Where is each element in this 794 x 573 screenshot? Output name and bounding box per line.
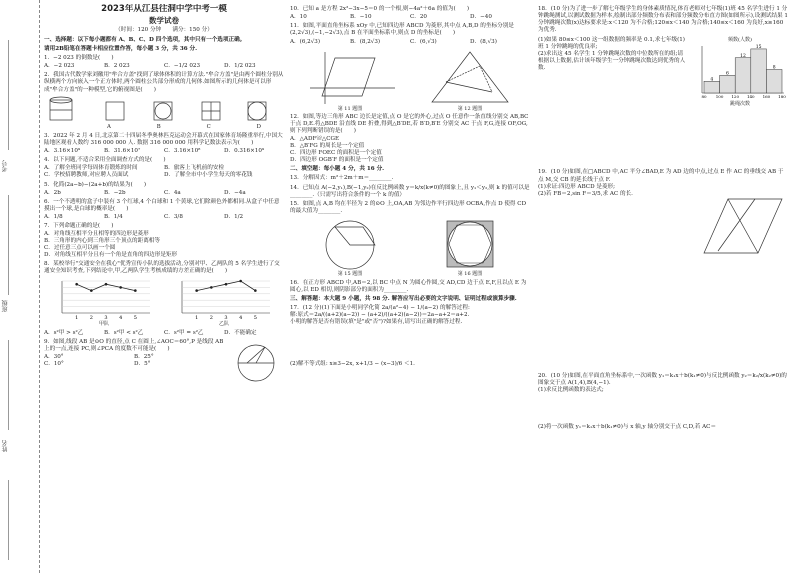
team-a-tick-label: 5 [133, 315, 137, 322]
section-1-heading: 一、选择题：以下每小题都有 A、B、C、D 四个选项，其中只有一个选项正确。 [44, 36, 246, 43]
q5-option-a: A．2b [44, 189, 61, 196]
q2-label-d: D [256, 123, 261, 130]
histogram-bar [766, 70, 782, 94]
exam-subtitle: 数学试卷 [149, 15, 179, 25]
histogram-title: 频数(人数) [728, 36, 752, 43]
question-2 [44, 72, 284, 130]
histogram-tick-label: 120 [731, 94, 740, 100]
q8-option-d: D．不能确定 [224, 329, 257, 336]
q4-option-c: C．学校招聘教师,对应聘人员面试 [44, 172, 129, 179]
team-a-chart-caption: 甲队 [98, 321, 109, 328]
team-b-point [254, 290, 257, 293]
q7-option-b: B．三角形的内心到三角形三个顶点的距离相等 [44, 237, 160, 244]
exam-title: 2023年从江县往洞中学中考一模 [101, 4, 227, 14]
section-1-note: 请用2B铅笔在答题卡相应位置作答，每小题 3 分，共 36 分. [44, 45, 198, 52]
q19-part-2: (2)若 FB＝2,sin F＝3/5,求 AC 的长. [538, 190, 633, 197]
q1-option-b: B．2 023 [104, 63, 130, 70]
q16-caption: 第 16 题图 [457, 271, 483, 278]
q18-part-1: (1)如果 80≤x＜100 这一组数据的频率是 0.1,求七年级(1)班 1 分钟跳绳的优良率; [538, 36, 685, 50]
q3-option-a: A．3.16×10⁹ [44, 147, 81, 154]
question-5 [44, 182, 284, 197]
team-a-tick-label: 4 [119, 315, 123, 322]
q4-option-a: A．了解全班同学每周体育锻炼的时间 [44, 165, 138, 172]
q4-option-d: D．了解全市中小学生每天的零花钱 [164, 172, 253, 179]
class-label: 班级 [2, 300, 9, 312]
q10-option-b: B．−10 [350, 14, 372, 21]
q15-caption: 第 15 题图 [337, 271, 363, 278]
q7-option-a: A．对角线互相平分且相等的四边形是菱形 [44, 230, 149, 237]
q9-option-c: C．10° [44, 361, 64, 368]
team-a-point [105, 283, 108, 286]
q9-option-a: A．30° [44, 354, 64, 361]
q18-stem: 18．(10 分)为了进一步了解七年级学生的身体素质情况,体育老师对七年级(1)班 45 名学生进行 1 分钟跳绳测试,以测试数据为样本,绘制出部分频数分布表和部分频数分布直方图(如图所示),设测试结果 1 分钟跳绳次数(x)达标要求是:x＜120 为不合格;120≤x＜140 为合格;140≤x＜160 为良好,x≥160 为优秀. [538, 6, 788, 34]
histogram-tick-label: 100 [715, 94, 724, 100]
q1-option-a: A．−2 023 [44, 63, 75, 70]
histogram-bar-label: 15 [755, 44, 762, 50]
q18-part-2: (2)求出这 45 名学生 1 分钟跳绳次数的中位数所在的组;请根据以上数据,估计该年级学生一分钟跳绳次数达到优秀的人数. [538, 50, 686, 72]
q8-stem: 8．某校举行"交通安全在我心"优秀宣传小队的选拔活动,分别对甲、乙两队的 5 名学生进行了交通安全知识考查,下列结论中,甲,乙两队学生考核成绩的方差正确的是( ) [44, 261, 280, 275]
team-b-point [225, 283, 228, 286]
column-3 [538, 4, 788, 570]
q2-stem: 2．我国古代数学家刘徽用"牟合方盖"找到了球体体积的计算方法."牟合方盖"是由两个圆柱分别从纵横两个方向嵌入一个正方体时,两个圆柱公共部分形成的几何体.如图所示的几何体是可以形成"牟合方盖"的一种模型,它的俯视图是( ) [44, 72, 284, 93]
team-b-line-chart [170, 277, 278, 321]
q20-part-2: (2)将一次函数 y₁＝k₁x＋b(k₁≠0)与 x 轴,y 轴分别交于点 C,D,若 AC＝ [538, 424, 717, 431]
q1-option-d: D．1/2 023 [224, 63, 256, 70]
q5-stem: 5．化简(2a−b)−(2a+b)的结果为( ) [44, 181, 147, 188]
histogram-bar-label: 4 [710, 77, 714, 83]
q6-option-b: B．1/4 [104, 214, 123, 221]
q11-option-b: B．(8,2√3) [350, 38, 381, 45]
histogram-bar [735, 58, 751, 93]
q9-circle-figure [228, 339, 284, 383]
histogram-chart [692, 43, 788, 101]
question-10 [290, 6, 530, 21]
q10-option-a: A．10 [290, 14, 307, 21]
question-4 [44, 157, 284, 179]
question-20 [538, 373, 788, 432]
q3-option-d: D．0.316×10⁹ [224, 147, 265, 154]
q15-circle-figure [315, 217, 385, 271]
team-b-point [195, 290, 198, 293]
histogram-tick-label: 160 [762, 94, 771, 100]
q9-stem: 9．如图,线段 AB 是⊙O 的直径,点 C 在圆上,∠AOC＝60°,P 是线段 AB 上的一点,连接 PC,则∠PCA 的度数不可能是( ) [44, 338, 224, 353]
histogram-bar [704, 81, 720, 93]
q4-option-b: B．旅客上飞机前的安检 [164, 165, 225, 172]
q12-stem: 12．如图,等边三角形 ABC 边长是定值,点 O 是它的外心,过点 O 任意作一条直线分别交 AB,BC 于点 D,E.将△BDE 沿直线 DE 折叠,得到△B′DE,若 B′D,B′E 分别交 AC 于点 F,G,连接 OF,OG,则下列判断错误的是( ) [290, 114, 529, 135]
team-a-tick-label: 3 [104, 315, 108, 322]
team-b-tick-label: 2 [209, 315, 213, 322]
seat-label: 考号 [2, 160, 9, 172]
q19-stem: 19．(10 分)如图,在□ABCD 中,AC 平分∠BAD,E 为 AD 边的中点,过点 E 作 AC 的垂线交 AB 于点 M,交 CB 的延长线于点 F. [538, 169, 784, 183]
q2-label-c: C [206, 123, 211, 130]
column-1 [44, 4, 284, 570]
q6-option-d: D．1/2 [224, 214, 244, 221]
question-18 [538, 6, 788, 107]
team-b-tick-label: 1 [195, 315, 199, 322]
q9-option-d: D．5° [134, 361, 151, 368]
histogram-tick-label: 80 [701, 94, 707, 100]
team-b-point [210, 287, 213, 290]
q8-option-a: A．s²甲 > s²乙 [44, 329, 84, 336]
q10-option-d: D．−40 [470, 14, 492, 21]
question-19 [538, 169, 788, 260]
q17-solution-line: 解:原式＝2a/((a+2)(a−2)) − (a+2)/((a+2)(a−2))＝2a−a+2＝a+2. [290, 312, 470, 319]
q2-figures [44, 94, 284, 124]
q7-stem: 7．下列命题正确的是( ) [44, 223, 114, 230]
question-15: 15．如图,点 A,B 均在半径为 2 的⊙O 上,OA,AB 为邻边作平行四边形 OCBA,作点 D 使得 CD 的最大值为________. [290, 200, 527, 215]
q5-option-c: C．4a [164, 189, 181, 196]
q19-parallelogram-figure [698, 191, 788, 261]
histogram-x-label: 跳绳次数 [729, 101, 750, 108]
team-a-point [119, 287, 122, 290]
histogram-tick-label: 180 [778, 94, 786, 100]
team-a-tick-label: 1 [75, 315, 79, 322]
q10-option-c: C．20 [410, 14, 427, 21]
binding-margin [0, 0, 40, 573]
question-17 [290, 305, 530, 368]
q7-option-c: C．过任意三点可以画一个圆 [44, 244, 116, 251]
q9-option-b: B．25° [134, 354, 154, 361]
q20-stem: 20．(10 分)如图,在平面直角坐标系中,一次函数 y₁＝k₁x＋b(k₁≠0)与反比例函数 y₂＝k₂/x(k₂≠0)的图象交于点 A(1,4),B(4,−1). [538, 372, 787, 387]
q6-stem: 6．一个不透明的盒子中装有 3 个红球,4 个白球和 1 个黄球,它们除颜色外都相同.从盒子中任意摸出一个球,是白球的概率是( ) [44, 198, 280, 213]
section-3-heading: 三、解答题：本大题 9 小题，共 98 分. 解答应写出必要的文字说明、证明过程或演算步骤. [290, 295, 517, 302]
q10-stem: 10．已知 a 是方程 2x²−3x−5＝0 的一个根,则−4a²＋6a 的值为( ) [290, 6, 470, 12]
question-8 [44, 261, 284, 337]
team-a-line-chart [50, 277, 158, 321]
question-14: 14．已知点 A(−2,y₁),B(−1,y₂)在反比例函数 y＝k/x(k≠0)的图象上,且 y₁＜y₂,则 k 的值可以是________.（只需写出符合条件的一个 k 的值） [290, 184, 530, 198]
histogram-tick-label: 140 [746, 94, 755, 100]
q17-part-2: (2)解不等式组: x≥3−2x, x+1/3 − (x−3)/6 ＜1. [290, 360, 415, 367]
question-6 [44, 199, 284, 221]
q8-option-c: C．s²甲 = s²乙 [164, 329, 204, 336]
column-2 [290, 4, 530, 570]
q3-stem: 3．2022 年 2 月 4 日,北京第二十四届冬季奥林匹克运动会开幕式在国家体育场隆重举行,中国大陆地区观看人数约 316 000 000 人. 数据 316 000 000 用科学记数法表示为( ) [44, 132, 283, 146]
question-12 [290, 114, 530, 164]
exam-meta: （时间：120 分钟 满分：150 分） [115, 27, 213, 34]
q11-option-c: C．(6,√3) [410, 38, 437, 45]
team-a-point [134, 290, 137, 293]
histogram-bar [751, 49, 767, 93]
q12-option-d: D．四边形 OGB′F 的面积是一个定值 [290, 157, 384, 164]
question-1 [44, 55, 284, 70]
q7-option-d: D．对角线互相平分且有一个角是直角的四边形是矩形 [44, 251, 178, 258]
q12-option-c: C．四边形 FOEC 的面积是一个定值 [290, 149, 382, 156]
team-b-series-line [197, 281, 256, 291]
q3-option-b: B．31.6×10⁷ [104, 147, 141, 154]
team-b-chart-caption: 乙队 [218, 321, 229, 328]
question-11 [290, 23, 530, 45]
histogram-bar [720, 75, 736, 93]
q16-square-figure [435, 217, 505, 271]
q6-option-c: C．3/8 [164, 214, 183, 221]
question-9 [44, 339, 284, 383]
q20-part-1: (1)求反比例函数的表达式; [538, 387, 604, 394]
histogram-bar-label: 8 [772, 65, 776, 71]
q1-option-c: C．−1/2 023 [164, 63, 201, 70]
q19-part-1: (1)求证:四边形 ABCD 是菱形; [538, 183, 616, 190]
team-b-tick-label: 3 [224, 315, 228, 322]
q2-label-a: A [106, 123, 111, 130]
question-16: 16．在正方形 ABCD 中,AB＝2,以 BC 中点 N 为圆心作圆,交 AD,CD 边于点 E,F,且以点 E 为圆心,以 ED 相切,则阴影部分的面积为________. [290, 279, 527, 293]
q6-option-a: A．1/8 [44, 214, 63, 221]
q3-option-c: C．3.16×10⁸ [164, 147, 201, 154]
team-b-point [239, 280, 242, 283]
question-3 [44, 133, 284, 155]
q1-stem: 1．−2 023 的倒数是( ) [44, 54, 114, 61]
q11-caption: 第 11 题图 [337, 105, 363, 112]
team-a-tick-label: 2 [89, 315, 93, 322]
q8-option-b: B．s²甲 < s²乙 [104, 329, 144, 336]
q2-label-b: B [156, 123, 161, 130]
name-label: 姓名 [2, 440, 9, 452]
q12-option-b: B．△B′FG 的周长是一个定值 [290, 142, 365, 149]
q12-option-a: A．△ADF≌△CGE [290, 135, 340, 142]
q17-prompt: 小明的解答是否有错误(填"是"或"否")?如果有,请写出正确的解答过程. [290, 319, 463, 326]
histogram-bar-label: 6 [725, 71, 729, 77]
team-a-point [90, 290, 93, 293]
q5-option-b: B．−2b [104, 189, 126, 196]
histogram-bar-label: 12 [740, 53, 746, 59]
team-b-tick-label: 4 [239, 315, 243, 322]
question-13: 13．分解因式：m²＋2m＋m＝________. [290, 175, 394, 182]
q12-triangle-figure [420, 48, 520, 106]
team-a-point [75, 283, 78, 286]
q11-option-a: A．(6,2√3) [290, 38, 321, 45]
q11-stem: 11．如图,平面直角坐标系 xOy 中,已知四边形 ABCD 为菱形,其中点 A,B,D 的坐标分别是(2,2√3),(−1,−2√3),点 B 在平面坐标系中,则点 D 的坐标是( ) [290, 23, 514, 37]
q11-option-d: D．(8,√3) [470, 38, 497, 45]
q5-option-d: D．−4a [224, 189, 246, 196]
q11-rhombus-figure [300, 48, 400, 106]
q12-caption: 第 12 题图 [457, 105, 483, 112]
section-2-heading: 二、填空题：每小题 4 分，共 16 分. [290, 166, 385, 173]
q4-stem: 4．以下问题,不适合采用全面调查方式的是( ) [44, 157, 166, 164]
question-7 [44, 223, 284, 259]
team-b-tick-label: 5 [253, 315, 257, 322]
q17-stem: 17．(12 分)(1)下面是小明同学化简 2a/(a²−4) − 1/(a−2) 的解答过程: [290, 305, 470, 312]
